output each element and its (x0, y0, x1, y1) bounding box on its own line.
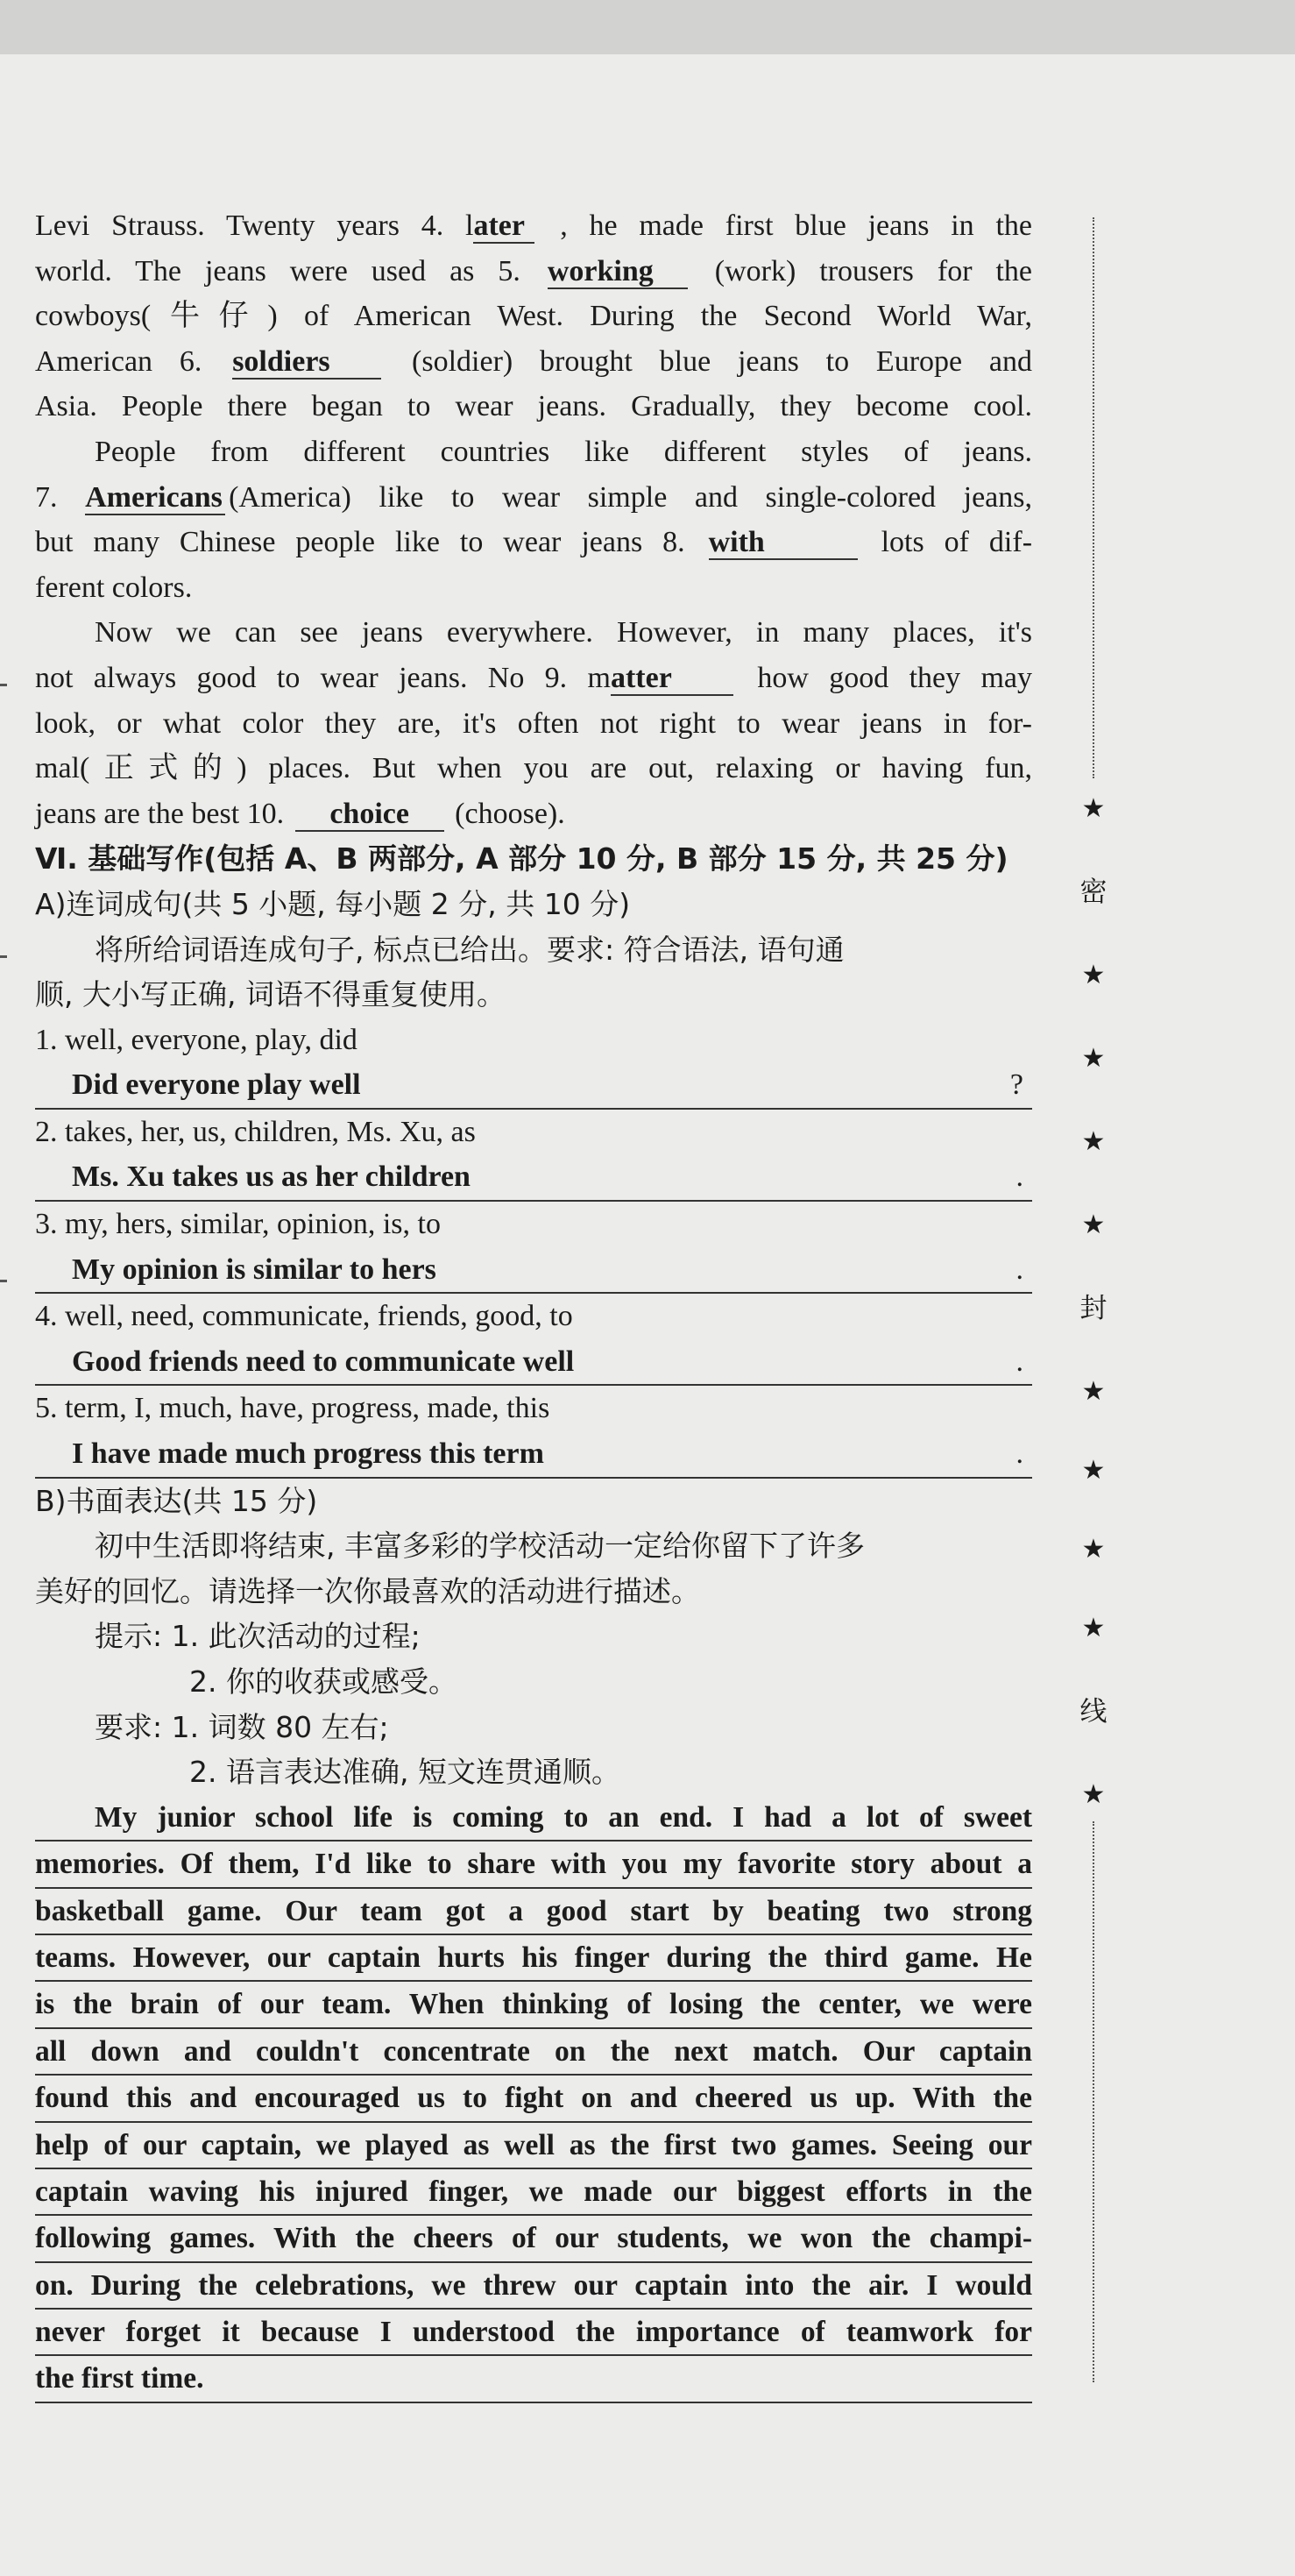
part-b-instruction: 初中生活即将结束, 丰富多彩的学校活动一定给你留下了许多 (95, 1529, 865, 1564)
worksheet-content (35, 203, 1032, 2403)
passage-line: American 6. soldiers (soldier) brought blue jeans to Europe and (35, 344, 1032, 378)
star-icon: ★ (1081, 1456, 1106, 1485)
part-a-instruction: 将所给词语连成句子, 标点已给出。要求: 符合语法, 语句通 (95, 932, 845, 967)
star-icon: ★ (1081, 794, 1106, 823)
question-prompt: 4. well, need, communicate, friends, good, to (35, 1300, 573, 1333)
hint-1: 提示: 1. 此次活动的过程; (95, 1619, 421, 1654)
part-a-instruction: 顺, 大小写正确, 词语不得重复使用。 (35, 977, 506, 1012)
passage-line: not always good to wear jeans. No 9. matter how good they may (35, 661, 1032, 694)
scan-top-band (0, 0, 1295, 54)
question-prompt: 1. well, everyone, play, did (35, 1023, 357, 1056)
passage-line: Levi Strauss. Twenty years 4. later , he made first blue jeans in the (35, 209, 1032, 242)
star-icon: ★ (1081, 1614, 1106, 1643)
dotted-line (1093, 1821, 1094, 2382)
dotted-line (1093, 217, 1094, 778)
answer-blank: choice (295, 798, 444, 832)
passage-line: Now we can see jeans everywhere. However, in many places, it's (95, 616, 1032, 649)
essay-answer (35, 1795, 1032, 2403)
part-b-title: B)书面表达(共 15 分) (35, 1483, 318, 1518)
answer-text: My opinion is similar to hers (72, 1253, 436, 1286)
part-a-title: A)连词成句(共 5 小题, 每小题 2 分, 共 10 分) (35, 886, 631, 921)
scan-edge-mark (0, 955, 7, 958)
section-title: Ⅵ. 基础写作(包括 A、B 两部分, A 部分 10 分, B 部分 15 分, 共 25 分) (35, 841, 1008, 876)
star-icon: ★ (1081, 1377, 1106, 1406)
passage-line: world. The jeans were used as 5. working (work) trousers for the (35, 254, 1032, 287)
hint-2: 2. 你的收获或感受。 (189, 1664, 457, 1699)
scan-edge-mark (0, 1280, 7, 1282)
essay-line: memories. Of them, I'd like to share with you my favorite story about a (35, 1842, 1032, 1888)
essay-line: captain waving his injured finger, we made our biggest efforts in the (35, 2169, 1032, 2216)
scan-edge-mark (0, 684, 7, 686)
essay-line: basketball game. Our team got a good start by beating two strong (35, 1889, 1032, 1935)
essay-line: teams. However, our captain hurts his finger during the third game. He (35, 1935, 1032, 1982)
passage-line: mal(正式的) places. But when you are out, relaxing or having fun, (35, 752, 1032, 785)
binding-margin (1067, 217, 1120, 2382)
passage-line: cowboys(牛仔) of American West. During the Second World War, (35, 300, 1032, 333)
question-prompt: 5. term, I, much, have, progress, made, this (35, 1392, 550, 1425)
seal-char-mi: 密 (1079, 876, 1107, 908)
answer-text: Ms. Xu takes us as her children (72, 1160, 471, 1194)
star-icon: ★ (1081, 1127, 1106, 1156)
end-punctuation: . (1015, 1160, 1023, 1194)
end-punctuation: . (1015, 1345, 1023, 1378)
question-prompt: 3. my, hers, similar, opinion, is, to (35, 1208, 441, 1241)
passage-line: 7. Americans (America) like to wear simple and single-colored jeans, (35, 480, 1032, 514)
seal-char-feng: 封 (1079, 1293, 1107, 1324)
star-icon: ★ (1081, 1044, 1106, 1073)
answer-blank: atter (611, 663, 733, 696)
requirement-1: 要求: 1. 词数 80 左右; (95, 1709, 389, 1744)
star-icon: ★ (1081, 1780, 1106, 1809)
star-icon: ★ (1081, 961, 1106, 990)
essay-line: all down and couldn't concentrate on the next match. Our captain (35, 2029, 1032, 2076)
answer-blank: working (548, 256, 688, 289)
passage-line: ferent colors. (35, 571, 193, 604)
answer-blank: with (709, 527, 858, 560)
essay-line: following games. With the cheers of our students, we won the champi- (35, 2216, 1032, 2262)
essay-line: the first time. (35, 2356, 1032, 2402)
answer-blank: Americans (85, 482, 225, 515)
essay-line: never forget it because I understood the importance of teamwork for (35, 2310, 1032, 2356)
question-prompt: 2. takes, her, us, children, Ms. Xu, as (35, 1115, 476, 1148)
end-punctuation: . (1015, 1253, 1023, 1286)
requirement-2: 2. 语言表达准确, 短文连贯通顺。 (189, 1755, 620, 1790)
answer-line (35, 1247, 1032, 1295)
answer-line (35, 1154, 1032, 1202)
passage-line: People from different countries like different styles of jeans. (95, 435, 1032, 468)
essay-line: is the brain of our team. When thinking of losing the center, we were (35, 1982, 1032, 2028)
passage-line: jeans are the best 10. choice (choose). (35, 797, 565, 830)
essay-line: on. During the celebrations, we threw our captain into the air. I would (35, 2263, 1032, 2310)
part-b-instruction: 美好的回忆。请选择一次你最喜欢的活动进行描述。 (35, 1573, 700, 1608)
star-icon: ★ (1081, 1210, 1106, 1239)
passage-line: look, or what color they are, it's often not right to wear jeans in for- (35, 706, 1032, 740)
seal-char-xian: 线 (1079, 1696, 1107, 1728)
essay-line: My junior school life is coming to an end. I had a lot of sweet (35, 1795, 1032, 1842)
passage-line: but many Chinese people like to wear jeans 8. with lots of dif- (35, 526, 1032, 559)
answer-blank: ater (473, 210, 534, 244)
answer-text: Did everyone play well (72, 1068, 361, 1102)
answer-line (35, 1062, 1032, 1110)
end-punctuation: ? (1009, 1068, 1023, 1102)
answer-text: Good friends need to communicate well (72, 1345, 575, 1378)
answer-text: I have made much progress this term (72, 1437, 544, 1471)
passage-line: Asia. People there began to wear jeans. Gradually, they become cool. (35, 390, 1032, 423)
end-punctuation: . (1015, 1437, 1023, 1471)
star-icon: ★ (1081, 1535, 1106, 1564)
essay-line: found this and encouraged us to fight on and cheered us up. With the (35, 2076, 1032, 2122)
answer-line (35, 1339, 1032, 1387)
answer-line (35, 1431, 1032, 1479)
essay-line: help of our captain, we played as well as the first two games. Seeing our (35, 2123, 1032, 2169)
answer-blank: soldiers (232, 346, 381, 380)
